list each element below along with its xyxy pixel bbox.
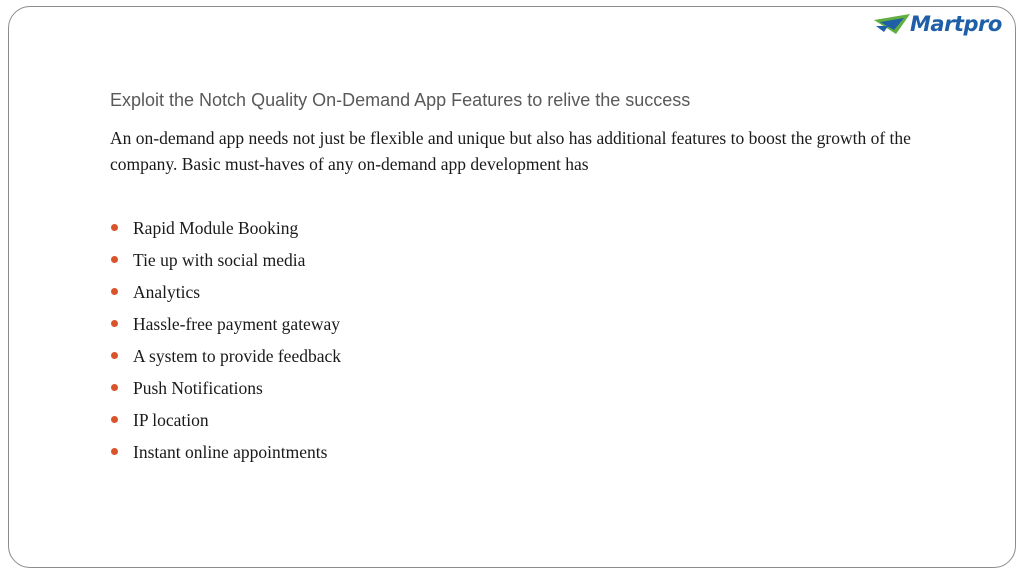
list-item: [110, 342, 341, 374]
list-item-label: Hassle-free payment gateway: [133, 314, 340, 334]
list-item-label: Instant online appointments: [133, 442, 328, 462]
list-item-label: A system to provide feedback: [133, 346, 342, 366]
bullet-icon: [111, 256, 118, 263]
list-item: [110, 310, 341, 342]
list-item-label: Rapid Module Booking: [133, 218, 299, 238]
intro-paragraph: An on-demand app needs not just be flexible and unique but also has additional features to boost the growth of the company. Basic must-haves of any on-demand app development has: [110, 128, 911, 174]
list-item-label: Push Notifications: [133, 378, 263, 398]
slide-title: Exploit the Notch Quality On-Demand App Features to relive the success: [110, 90, 691, 110]
martpro-logo: [874, 10, 1008, 44]
martpro-logo-icon: [874, 12, 912, 38]
list-item: [110, 214, 341, 246]
bullet-icon: [111, 320, 118, 327]
bullet-icon: [111, 448, 118, 455]
list-item-label: IP location: [133, 410, 209, 430]
logo-text: Martpro: [910, 12, 1002, 36]
list-item-label: Tie up with social media: [133, 250, 306, 270]
bullet-icon: [111, 416, 118, 423]
bullet-icon: [111, 288, 118, 295]
bullet-icon: [111, 352, 118, 359]
bullet-icon: [111, 224, 118, 231]
list-item: [110, 374, 341, 406]
bullet-icon: [111, 384, 118, 391]
list-item-label: Analytics: [133, 282, 201, 302]
list-item: [110, 246, 341, 278]
list-item: [110, 278, 341, 310]
list-item: [110, 406, 341, 438]
list-item: [110, 438, 341, 470]
feature-list: [110, 214, 341, 470]
